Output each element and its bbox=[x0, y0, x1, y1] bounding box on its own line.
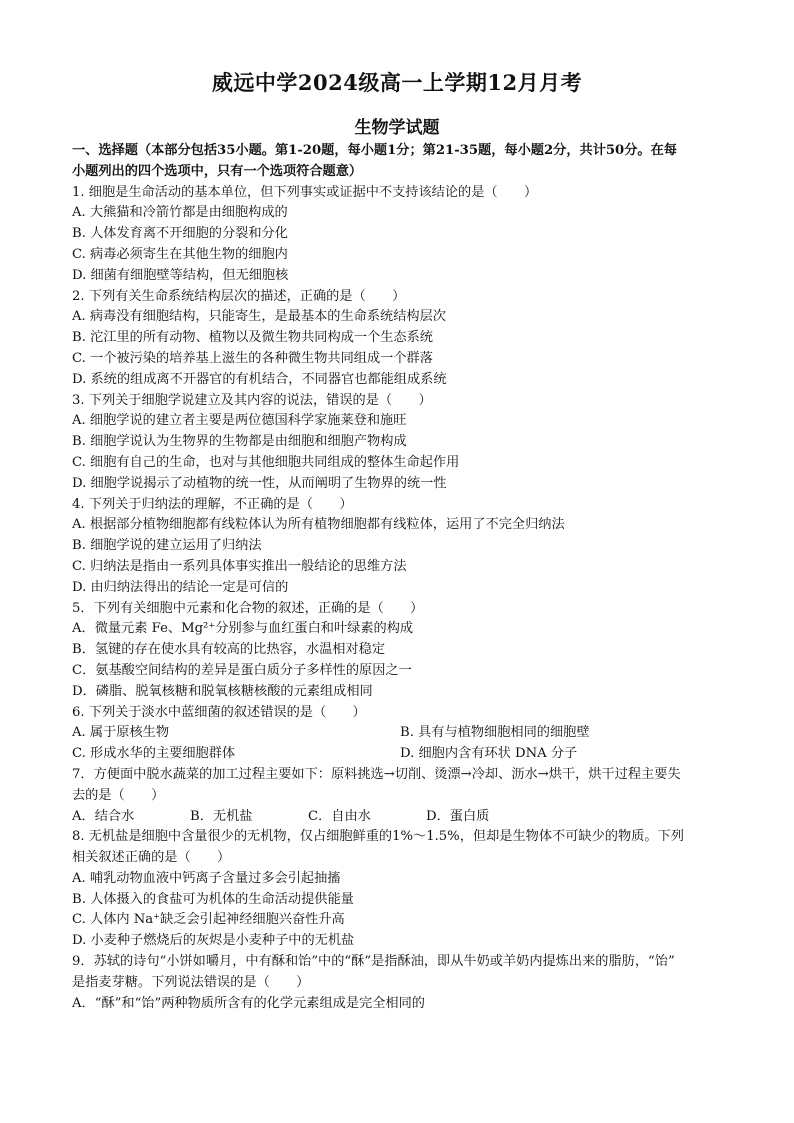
answer-option: B. 人体摄入的食盐可为机体的生命活动提供能量 bbox=[72, 891, 354, 907]
page-title: 威远中学2024级高一上学期12月月考 bbox=[211, 70, 583, 95]
question-stem: 3. 下列关于细胞学说建立及其内容的说法，错误的是（ ） bbox=[72, 392, 432, 408]
answer-option: D．蛋白质 bbox=[426, 808, 490, 824]
question-stem-continued: 相关叙述正确的是（ ） bbox=[72, 850, 231, 866]
option-row bbox=[72, 744, 728, 765]
question-stem: 7．方便面中脱水蔬菜的加工过程主要如下：原料挑选→切削、烫漂→冷却、沥水→烘干，烘干过程主要失 bbox=[72, 766, 681, 782]
answer-option: A. 哺乳动物血液中钙离子含量过多会引起抽搐 bbox=[72, 870, 341, 886]
question-stem: 9．苏轼的诗句“小饼如嚼月，中有酥和饴”中的“酥”是指酥油，即从牛奶或羊奶内提炼出来的脂肪，“饴” bbox=[72, 954, 675, 970]
answer-option: C. 形成水华的主要细胞群体 bbox=[72, 746, 236, 762]
page-subtitle: 生物学试题 bbox=[354, 118, 440, 138]
answer-option: D．磷脂、脱氧核糖和脱氧核糖核酸的元素组成相同 bbox=[72, 683, 373, 699]
answer-option: B. 人体发育离不开细胞的分裂和分化 bbox=[72, 226, 288, 242]
question-stem: 1. 细胞是生命活动的基本单位，但下列事实或证据中不支持该结论的是（ ） bbox=[72, 184, 538, 200]
answer-option: A．结合水 bbox=[72, 808, 135, 824]
answer-option: B. 具有与植物细胞相同的细胞壁 bbox=[400, 725, 590, 741]
answer-option: C. 一个被污染的培养基上滋生的各种微生物共同组成一个群落 bbox=[72, 350, 433, 366]
answer-option: B. 细胞学说认为生物界的生物都是由细胞和细胞产物构成 bbox=[72, 434, 407, 450]
answer-option: D. 小麦种子燃烧后的灰烬是小麦种子中的无机盐 bbox=[72, 933, 355, 949]
answer-option: D. 细胞学说揭示了动植物的统一性，从而阐明了生物界的统一性 bbox=[72, 475, 447, 491]
answer-option: A. 病毒没有细胞结构，只能寄生，是最基本的生命系统结构层次 bbox=[72, 309, 446, 325]
answer-option: C．自由水 bbox=[308, 808, 371, 824]
question-stem: 5．下列有关细胞中元素和化合物的叙述，正确的是（ ） bbox=[72, 600, 424, 616]
answer-option: D. 系统的组成离不开器官的有机结合，不同器官也都能组成系统 bbox=[72, 371, 447, 387]
answer-option: B．氢键的存在使水具有较高的比热容，水温相对稳定 bbox=[72, 642, 386, 658]
answer-option: A. 属于原核生物 bbox=[72, 725, 170, 741]
answer-option: A. 根据部分植物细胞都有线粒体认为所有植物细胞都有线粒体，运用了不完全归纳法 bbox=[72, 517, 565, 533]
answer-option: A. 细胞学说的建立者主要是两位德国科学家施莱登和施旺 bbox=[72, 413, 407, 429]
answer-option: D. 细菌有细胞壁等结构，但无细胞核 bbox=[72, 267, 289, 283]
answer-option: A．“酥”和“饴”两种物质所含有的化学元素组成是完全相同的 bbox=[72, 995, 425, 1011]
answer-option: C. 细胞有自己的生命，也对与其他细胞共同组成的整体生命起作用 bbox=[72, 454, 460, 470]
answer-option: D. 细胞内含有环状 DNA 分子 bbox=[400, 746, 578, 762]
exam-content bbox=[72, 141, 728, 1014]
answer-option: D. 由归纳法得出的结论一定是可信的 bbox=[72, 579, 289, 595]
answer-option: C. 人体内 Na⁺缺乏会引起神经细胞兴奋性升高 bbox=[72, 912, 345, 928]
answer-option: A．微量元素 Fe、Mg²⁺分别参与血红蛋白和叶绿素的构成 bbox=[72, 621, 414, 637]
question-stem-continued: 是指麦芽糖。下列说法错误的是（ ） bbox=[72, 974, 310, 990]
question-stem: 6. 下列关于淡水中蓝细菌的叙述错误的是（ ） bbox=[72, 704, 366, 720]
answer-option: C. 归纳法是指由一系列具体事实推出一般结论的思维方法 bbox=[72, 558, 407, 574]
question-stem: 8. 无机盐是细胞中含量很少的无机物，仅占细胞鲜重的1%～1.5%，但却是生物体不可缺少的物质。下列 bbox=[72, 829, 684, 845]
section-heading-continued: 小题列出的四个选项中，只有一个选项符合题意） bbox=[72, 163, 363, 179]
answer-option: C．氨基酸空间结构的差异是蛋白质分子多样性的原因之一 bbox=[72, 662, 412, 678]
section-heading: 一、选择题（本部分包括35小题。第1-20题，每小题1分；第21-35题，每小题2分，共计50分。在每 bbox=[72, 143, 677, 158]
question-stem: 4. 下列关于归纳法的理解，不正确的是（ ） bbox=[72, 496, 353, 512]
answer-option: B. 细胞学说的建立运用了归纳法 bbox=[72, 538, 262, 554]
option-row bbox=[72, 807, 728, 828]
answer-option: B．无机盐 bbox=[190, 808, 253, 824]
answer-option: A. 大熊猫和冷箭竹都是由细胞构成的 bbox=[72, 205, 288, 221]
option-row bbox=[72, 723, 728, 744]
question-stem-continued: 去的是（ ） bbox=[72, 787, 165, 803]
question-stem: 2. 下列有关生命系统结构层次的描述，正确的是（ ） bbox=[72, 288, 406, 304]
answer-option: C. 病毒必须寄生在其他生物的细胞内 bbox=[72, 246, 288, 262]
answer-option: B. 沱江里的所有动物、植物以及微生物共同构成一个生态系统 bbox=[72, 330, 433, 346]
